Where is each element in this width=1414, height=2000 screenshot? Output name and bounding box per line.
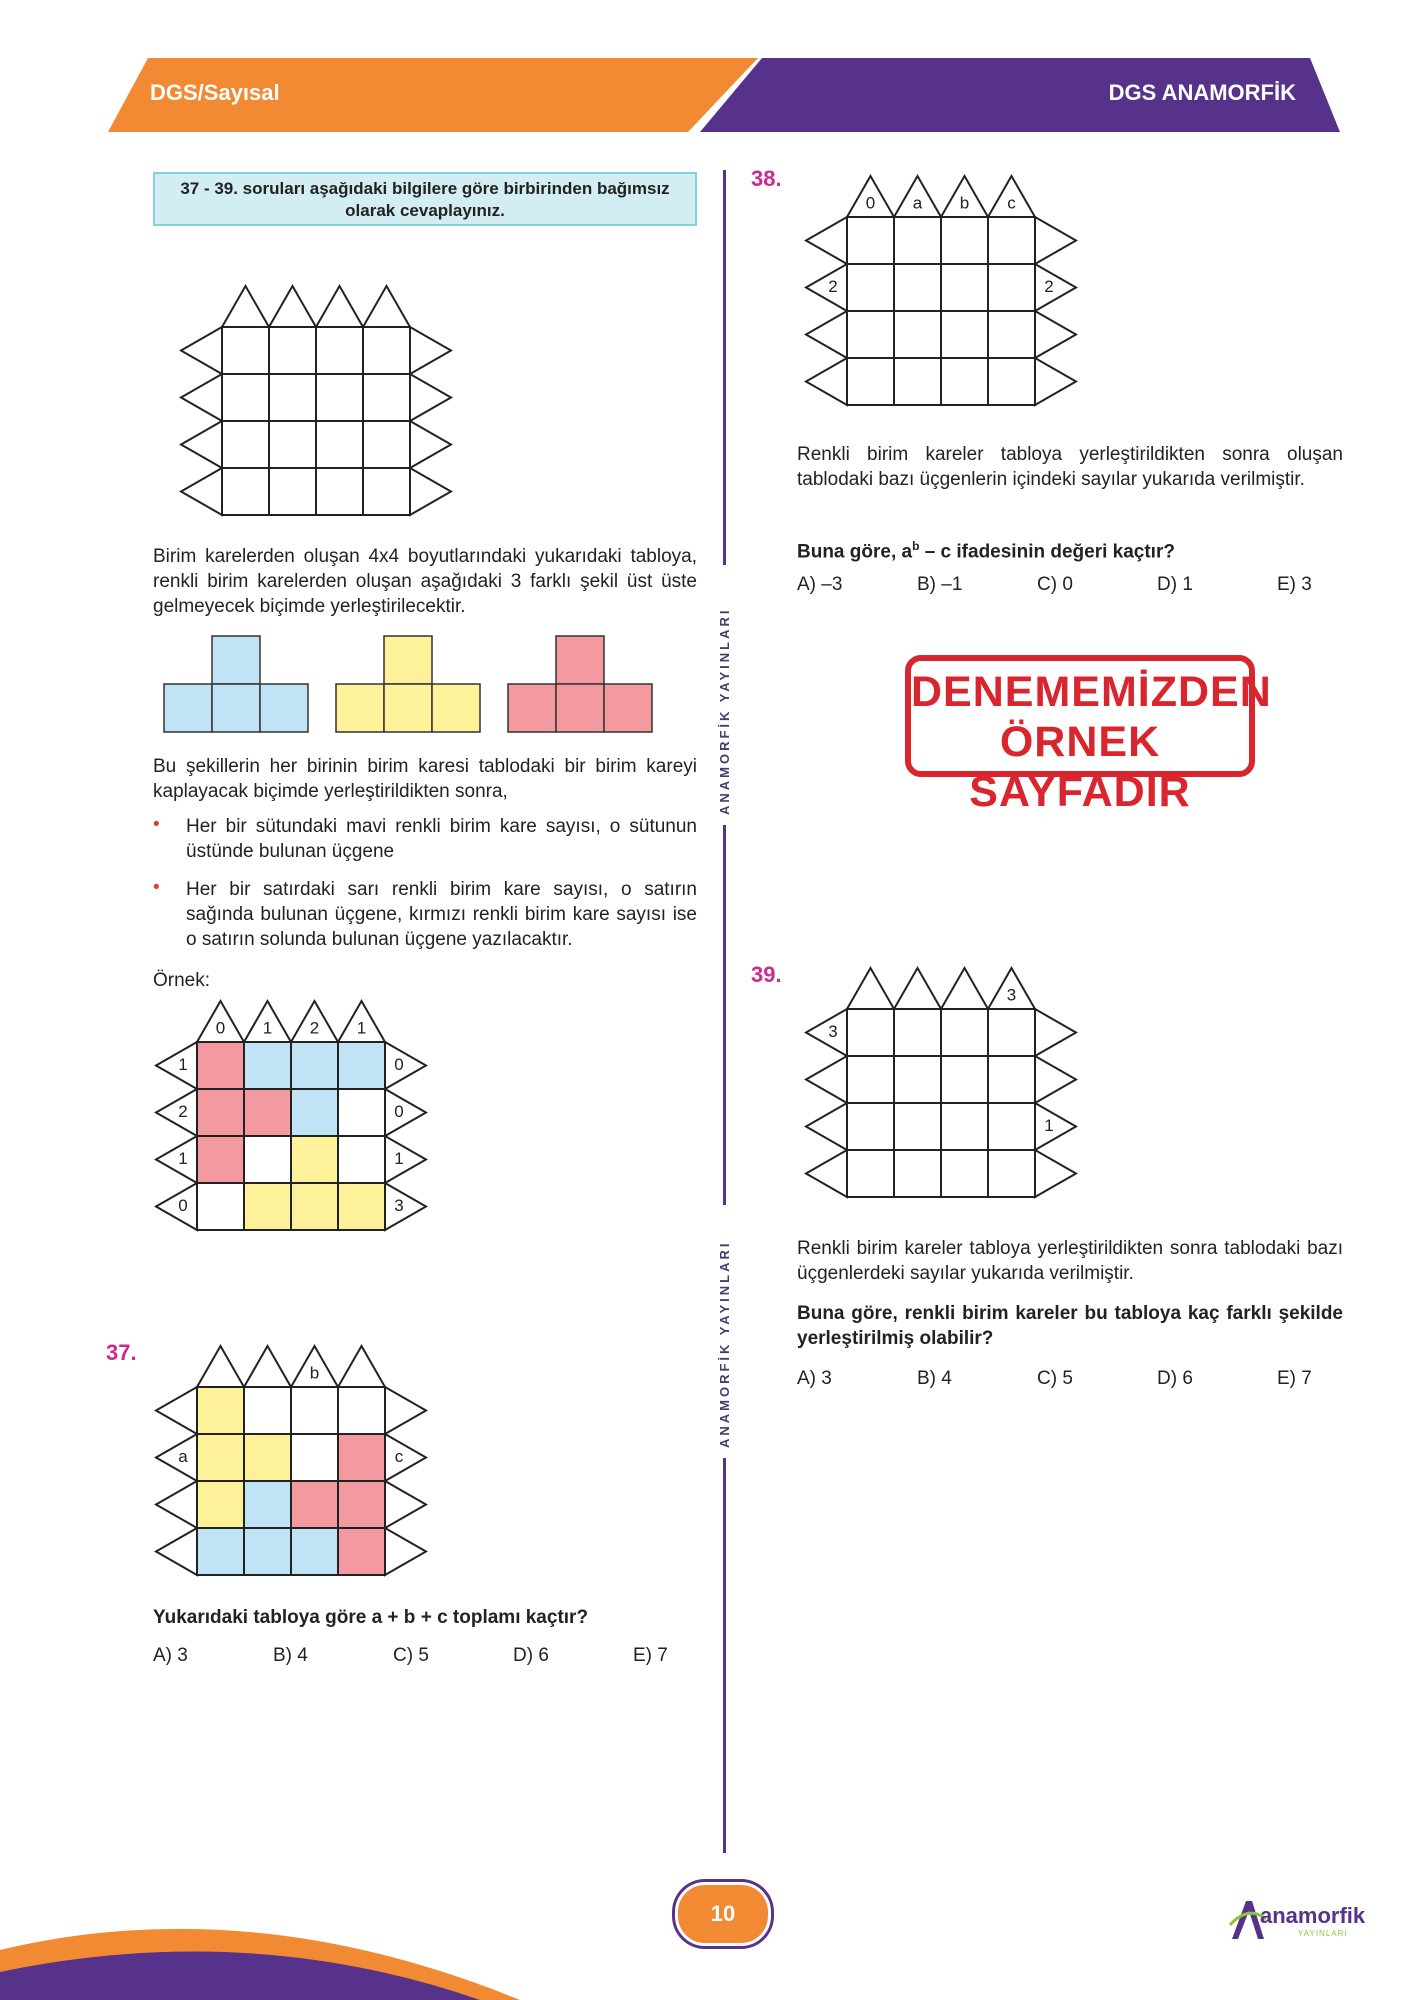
q38-option-a[interactable]: A) –3 bbox=[797, 574, 843, 595]
publisher-logo bbox=[1228, 1895, 1366, 1945]
grid-cell bbox=[222, 468, 269, 515]
column-divider-middle bbox=[723, 825, 726, 1205]
grid-q39 bbox=[806, 968, 1076, 1197]
triangle-label: 0 bbox=[865, 193, 876, 213]
q38-option-b[interactable]: B) –1 bbox=[917, 574, 963, 595]
q39-number: 39. bbox=[751, 962, 782, 987]
grid-cell bbox=[988, 1150, 1035, 1197]
intro-paragraph-2: Bu şekillerin her birinin birim karesi tablodaki bir birim kareyi kaplayacak biçimde yerleştirildikten sonra, bbox=[153, 756, 697, 802]
grid-q37 bbox=[156, 1346, 426, 1575]
grid-cell bbox=[291, 1136, 338, 1183]
grid-cell bbox=[197, 1434, 244, 1481]
grid-cell bbox=[197, 1042, 244, 1089]
footer-swoosh bbox=[0, 1880, 560, 2000]
triangle-label: b bbox=[959, 193, 970, 213]
bullet-marker-2: • bbox=[153, 877, 160, 898]
q39-options bbox=[797, 1368, 1397, 1390]
triangle-label: 2 bbox=[178, 1101, 188, 1121]
q37-question: Yukarıdaki tabloya göre a + b + c toplamı kaçtır? bbox=[153, 1607, 589, 1628]
header-right-title: DGS ANAMORFİK bbox=[1108, 80, 1296, 105]
grid-cell bbox=[316, 421, 363, 468]
side-brand-text-2: ANAMORFİK YAYINLARI bbox=[717, 1240, 732, 1448]
grid-cell bbox=[988, 1009, 1035, 1056]
grid-cell bbox=[316, 327, 363, 374]
grid-cell bbox=[197, 1481, 244, 1528]
left-triangle bbox=[181, 327, 222, 374]
grid-cell bbox=[988, 1103, 1035, 1150]
stamp-line-2: ÖRNEK SAYFADIR bbox=[969, 718, 1191, 816]
grid-cell bbox=[269, 327, 316, 374]
empty-grid-figure bbox=[175, 280, 475, 525]
grid-cell bbox=[244, 1528, 291, 1575]
triangle-label: 0 bbox=[215, 1018, 226, 1038]
grid-cell bbox=[291, 1042, 338, 1089]
grid-cell bbox=[291, 1089, 338, 1136]
piece-cell bbox=[556, 636, 604, 684]
top-triangle bbox=[244, 1346, 291, 1387]
q38-option-d[interactable]: D) 1 bbox=[1157, 574, 1193, 595]
side-brand-text-1: ANAMORFİK YAYINLARI bbox=[717, 607, 732, 815]
right-triangle bbox=[1035, 217, 1076, 264]
grid-cell bbox=[847, 1056, 894, 1103]
q39-option-d[interactable]: D) 6 bbox=[1157, 1368, 1193, 1389]
left-triangle bbox=[806, 1056, 847, 1103]
left-triangle bbox=[156, 1434, 197, 1481]
grid-cell bbox=[941, 217, 988, 264]
left-triangle bbox=[806, 1150, 847, 1197]
grid-cell bbox=[291, 1434, 338, 1481]
top-triangle bbox=[894, 968, 941, 1009]
example-label: Örnek: bbox=[153, 970, 211, 991]
column-divider-bottom bbox=[723, 1458, 726, 1853]
grid-cell bbox=[338, 1089, 385, 1136]
top-triangle bbox=[338, 1346, 385, 1387]
left-triangle bbox=[806, 217, 847, 264]
left-triangle bbox=[806, 358, 847, 405]
right-triangle bbox=[1035, 358, 1076, 405]
left-triangle bbox=[156, 1387, 197, 1434]
grid-cell bbox=[988, 217, 1035, 264]
grid-cell bbox=[222, 421, 269, 468]
logo-sub: YAYINLARI bbox=[1298, 1929, 1348, 1938]
q38-options bbox=[797, 574, 1397, 596]
grid-cell bbox=[847, 1009, 894, 1056]
triangle-label: 3 bbox=[828, 1021, 838, 1041]
piece-cell bbox=[432, 684, 480, 732]
q38-question-sup: b bbox=[912, 539, 920, 553]
grid-cell bbox=[244, 1089, 291, 1136]
right-triangle bbox=[1035, 1009, 1076, 1056]
grid-cell bbox=[338, 1042, 385, 1089]
top-triangle bbox=[197, 1346, 244, 1387]
grid-cell bbox=[941, 358, 988, 405]
triangle-label: 1 bbox=[356, 1018, 367, 1038]
grid-cell bbox=[338, 1528, 385, 1575]
piece-cell bbox=[604, 684, 652, 732]
triangle-label: 1 bbox=[178, 1054, 188, 1074]
q37-option-a[interactable]: A) 3 bbox=[153, 1645, 188, 1666]
piece-cell bbox=[164, 684, 212, 732]
grid-cell bbox=[941, 1056, 988, 1103]
grid-cell bbox=[847, 1150, 894, 1197]
right-triangle bbox=[1035, 1103, 1076, 1150]
piece-cell bbox=[260, 684, 308, 732]
q39-option-e[interactable]: E) 7 bbox=[1277, 1368, 1312, 1389]
grid-cell bbox=[847, 311, 894, 358]
left-triangle bbox=[181, 421, 222, 468]
q37-grid-figure bbox=[150, 1340, 450, 1585]
top-triangle bbox=[941, 968, 988, 1009]
grid-cell bbox=[847, 264, 894, 311]
grid-cell bbox=[338, 1136, 385, 1183]
grid-cell bbox=[363, 374, 410, 421]
q38-option-c[interactable]: C) 0 bbox=[1037, 574, 1073, 595]
grid-cell bbox=[847, 1103, 894, 1150]
grid-cell bbox=[244, 1481, 291, 1528]
piece-cell bbox=[384, 636, 432, 684]
piece-cell bbox=[336, 684, 384, 732]
grid-cell bbox=[894, 358, 941, 405]
q37-option-d[interactable]: D) 6 bbox=[513, 1645, 549, 1666]
grid-cell bbox=[291, 1481, 338, 1528]
q39-text: Renkli birim kareler tabloya yerleştirildikten sonra tablodaki bazı üçgenlerdeki sayılar yukarıda verilmiştir. bbox=[797, 1238, 1343, 1284]
right-triangle bbox=[410, 421, 451, 468]
grid-cell bbox=[244, 1434, 291, 1481]
right-triangle bbox=[385, 1089, 426, 1136]
grid-cell bbox=[338, 1183, 385, 1230]
grid-cell bbox=[894, 264, 941, 311]
left-triangle bbox=[156, 1089, 197, 1136]
grid-cell bbox=[197, 1136, 244, 1183]
grid-q38 bbox=[806, 176, 1076, 405]
triangle-label: 1 bbox=[1044, 1115, 1054, 1135]
left-triangle bbox=[806, 1103, 847, 1150]
grid-cell bbox=[269, 374, 316, 421]
grid-cell bbox=[244, 1136, 291, 1183]
grid-cell bbox=[244, 1183, 291, 1230]
intro-paragraph-1: Birim karelerden oluşan 4x4 boyutlarındaki yukarıdaki tabloya, renkli birim karelerden oluşan aşağıdaki 3 farklı şekil üst üste gelmeyecek biçimde yerleştirilecektir. bbox=[153, 546, 697, 617]
top-triangle bbox=[269, 286, 316, 327]
triangle-label: 0 bbox=[394, 1101, 404, 1121]
grid-cell bbox=[291, 1387, 338, 1434]
triangle-label: 0 bbox=[178, 1195, 188, 1215]
left-triangle bbox=[806, 1009, 847, 1056]
grid-cell bbox=[894, 1056, 941, 1103]
right-triangle bbox=[385, 1183, 426, 1230]
triangle-label: 1 bbox=[262, 1018, 273, 1038]
top-triangle bbox=[363, 286, 410, 327]
left-triangle bbox=[156, 1183, 197, 1230]
triangle-label: c bbox=[394, 1446, 404, 1466]
triangle-label: 1 bbox=[394, 1148, 404, 1168]
grid-cell bbox=[894, 1103, 941, 1150]
piece-cell bbox=[384, 684, 432, 732]
grid-cell bbox=[988, 358, 1035, 405]
right-triangle bbox=[1035, 1056, 1076, 1103]
q38-grid-figure bbox=[800, 170, 1100, 415]
grid-cell bbox=[197, 1387, 244, 1434]
shape-pieces bbox=[160, 632, 660, 737]
grid-cell bbox=[988, 311, 1035, 358]
header-left-title: DGS/Sayısal bbox=[150, 80, 280, 105]
grid-cell bbox=[988, 1056, 1035, 1103]
q38-number: 38. bbox=[751, 166, 782, 191]
left-triangle bbox=[806, 264, 847, 311]
q39-grid-figure bbox=[800, 962, 1100, 1207]
rule-bullet-2: Her bir satırdaki sarı renkli birim kare sayısı, o satırın sağında bulunan üçgene, kırmızı renkli birim kare sayısı ise o satırın solunda bulunan üçgene yazılacaktır. bbox=[186, 879, 697, 950]
example-grid-figure bbox=[150, 995, 450, 1240]
grid-cell bbox=[941, 311, 988, 358]
grid-cell bbox=[269, 468, 316, 515]
q38-option-e[interactable]: E) 3 bbox=[1277, 574, 1312, 595]
grid-cell bbox=[244, 1042, 291, 1089]
grid-cell bbox=[338, 1481, 385, 1528]
grid-empty bbox=[181, 286, 451, 515]
q38-question-post: – c ifadesinin değeri kaçtır? bbox=[919, 541, 1175, 563]
right-triangle bbox=[385, 1528, 426, 1575]
right-triangle bbox=[1035, 1150, 1076, 1197]
grid-cell bbox=[894, 1009, 941, 1056]
q39-option-c[interactable]: C) 5 bbox=[1037, 1368, 1073, 1389]
q38-question bbox=[797, 534, 1175, 564]
left-triangle bbox=[181, 468, 222, 515]
grid-cell bbox=[363, 421, 410, 468]
grid-cell bbox=[316, 374, 363, 421]
triangle-label: c bbox=[1007, 193, 1016, 213]
q37-option-c[interactable]: C) 5 bbox=[393, 1645, 429, 1666]
grid-cell bbox=[894, 217, 941, 264]
right-triangle bbox=[1035, 311, 1076, 358]
left-triangle bbox=[806, 311, 847, 358]
triangle-label: 3 bbox=[394, 1195, 404, 1215]
grid-cell bbox=[338, 1387, 385, 1434]
right-triangle bbox=[385, 1042, 426, 1089]
left-triangle bbox=[156, 1481, 197, 1528]
page-number: 10 bbox=[675, 1882, 771, 1946]
bullet-marker-1: • bbox=[153, 814, 160, 835]
stamp-line-1: DENEMEMİZDEN bbox=[911, 668, 1272, 716]
grid-cell bbox=[363, 468, 410, 515]
rule-bullet-1: Her bir sütundaki mavi renkli birim kare sayısı, o sütunun üstünde bulunan üçgene bbox=[186, 816, 697, 862]
q37-option-b[interactable]: B) 4 bbox=[273, 1645, 308, 1666]
right-triangle bbox=[410, 374, 451, 421]
q38-question-pre: Buna göre, a bbox=[797, 541, 913, 563]
grid-cell bbox=[941, 1103, 988, 1150]
q37-number: 37. bbox=[106, 1340, 137, 1365]
piece-shapes bbox=[164, 636, 652, 732]
grid-cell bbox=[941, 1009, 988, 1056]
grid-cell bbox=[197, 1528, 244, 1575]
triangle-label: 2 bbox=[1044, 276, 1054, 296]
q37-option-e[interactable]: E) 7 bbox=[633, 1645, 668, 1666]
top-triangle bbox=[316, 286, 363, 327]
instruction-box: 37 - 39. soruları aşağıdaki bilgilere göre birbirinden bağımsız olarak cevaplayınız. bbox=[153, 172, 697, 226]
right-triangle bbox=[385, 1387, 426, 1434]
piece-cell bbox=[556, 684, 604, 732]
grid-cell bbox=[269, 421, 316, 468]
grid-cell bbox=[988, 264, 1035, 311]
grid-cell bbox=[291, 1183, 338, 1230]
grid-example bbox=[156, 1001, 426, 1230]
q39-question: Buna göre, renkli birim kareler bu tabloya kaç farklı şekilde yerleştirilmiş olabilir? bbox=[797, 1303, 1343, 1349]
triangle-label: 1 bbox=[178, 1148, 188, 1168]
piece-cell bbox=[508, 684, 556, 732]
grid-cell bbox=[894, 1150, 941, 1197]
right-triangle bbox=[410, 327, 451, 374]
triangle-label: b bbox=[309, 1363, 320, 1383]
grid-cell bbox=[222, 327, 269, 374]
top-triangle bbox=[847, 968, 894, 1009]
sample-page-stamp bbox=[905, 655, 1272, 816]
triangle-label: 2 bbox=[828, 276, 838, 296]
left-triangle bbox=[156, 1042, 197, 1089]
top-triangle bbox=[222, 286, 269, 327]
grid-cell bbox=[316, 468, 363, 515]
q38-text: Renkli birim kareler tabloya yerleştirildikten sonra oluşan tablodaki bazı üçgenlerin içindeki sayılar yukarıda verilmiştir. bbox=[797, 444, 1343, 490]
grid-cell bbox=[197, 1089, 244, 1136]
grid-cell bbox=[222, 374, 269, 421]
triangle-label: 0 bbox=[394, 1054, 404, 1074]
triangle-label: a bbox=[178, 1446, 188, 1466]
right-triangle bbox=[385, 1136, 426, 1183]
right-triangle bbox=[410, 468, 451, 515]
grid-cell bbox=[338, 1434, 385, 1481]
left-triangle bbox=[156, 1528, 197, 1575]
right-triangle bbox=[385, 1434, 426, 1481]
grid-cell bbox=[941, 264, 988, 311]
grid-cell bbox=[197, 1183, 244, 1230]
grid-cell bbox=[244, 1387, 291, 1434]
left-triangle bbox=[156, 1136, 197, 1183]
triangle-label: a bbox=[912, 193, 923, 213]
triangle-label: 3 bbox=[1006, 985, 1017, 1005]
left-triangle bbox=[181, 374, 222, 421]
grid-cell bbox=[363, 327, 410, 374]
piece-cell bbox=[212, 684, 260, 732]
grid-cell bbox=[847, 358, 894, 405]
grid-cell bbox=[941, 1150, 988, 1197]
logo-name: anamorfik bbox=[1260, 1903, 1366, 1928]
triangle-label: 2 bbox=[309, 1018, 320, 1038]
q37-options bbox=[153, 1645, 753, 1667]
grid-cell bbox=[847, 217, 894, 264]
grid-cell bbox=[291, 1528, 338, 1575]
grid-cell bbox=[894, 311, 941, 358]
column-divider-top bbox=[723, 170, 726, 565]
right-triangle bbox=[1035, 264, 1076, 311]
q39-option-b[interactable]: B) 4 bbox=[917, 1368, 952, 1389]
piece-cell bbox=[212, 636, 260, 684]
right-triangle bbox=[385, 1481, 426, 1528]
q39-option-a[interactable]: A) 3 bbox=[797, 1368, 832, 1389]
